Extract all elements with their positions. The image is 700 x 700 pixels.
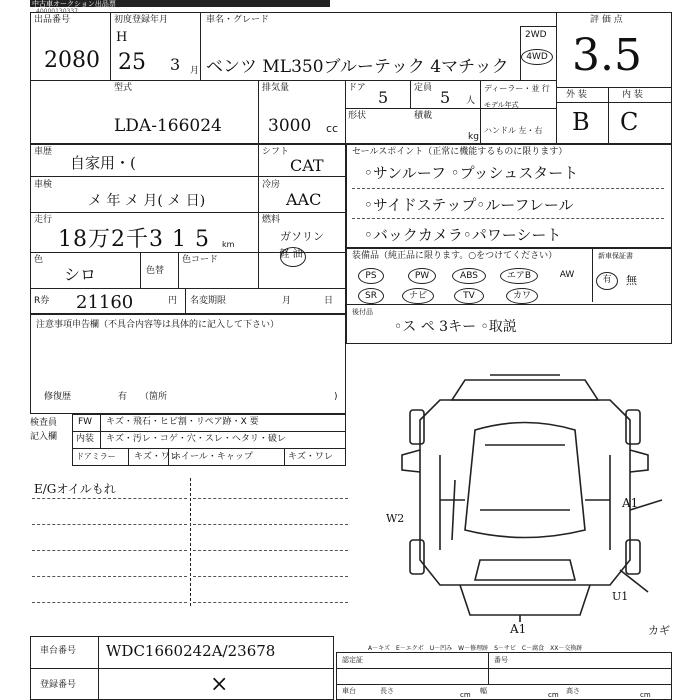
vehicle-name: ベンツ ML350ブルーテック 4マチック xyxy=(206,57,509,77)
certificate-label: 認定証 xyxy=(342,656,363,664)
displacement: 3000 xyxy=(268,116,312,136)
equip-leather: カワ xyxy=(506,288,538,304)
wheel-label: ホイール・キャップ xyxy=(172,452,253,462)
door-mirror-label: ドアミラー xyxy=(76,452,116,461)
history: 自家用・( xyxy=(70,154,136,172)
warranty-no: 無 xyxy=(626,274,637,287)
length-label: 長さ xyxy=(380,687,394,695)
history-label: 車歴 xyxy=(34,147,53,157)
width-unit: cm xyxy=(548,691,559,699)
inspector-label-1: 検査員 xyxy=(30,418,58,428)
sales-point-3: ◦バックカメラ◦パワーシート xyxy=(364,226,562,244)
vehicle-name-label: 車名・グレード xyxy=(206,15,270,25)
drive-2wd: 2WD xyxy=(525,30,547,40)
seats: 5 xyxy=(440,88,451,107)
repair-history-label: 修復歴 xyxy=(44,392,72,402)
aftermarket: ◦ス ペ 3キー ◦取説 xyxy=(394,319,517,335)
dealer-label: ディーラー・並 行 xyxy=(484,84,550,93)
sales-point-1: ◦サンルーフ ◦プッシュスタート xyxy=(364,164,579,182)
equip-aw: AW xyxy=(559,270,575,280)
drive-4wd: 4WD xyxy=(526,52,548,62)
score: 3.5 xyxy=(572,30,642,81)
header-title: 中古車オークション出品票 xyxy=(32,0,116,8)
shift: CAT xyxy=(290,156,324,175)
equip-airbag: エアB xyxy=(500,268,538,284)
lot-number-label: 出品番号 xyxy=(34,15,71,25)
km-unit: km xyxy=(222,240,235,249)
repair-yes: 有 xyxy=(118,392,128,402)
fuel-diesel: 軽 油 xyxy=(279,249,303,260)
inspector-label-2: 記入欄 xyxy=(30,432,58,442)
frame-label: 車台 xyxy=(342,687,356,695)
aircon-label: 冷房 xyxy=(262,180,281,190)
sales-point-2: ◦サイドステップ◦ルーフレール xyxy=(364,196,574,214)
certificate-number-label: 番号 xyxy=(494,656,508,664)
shape-label: 形状 xyxy=(348,111,367,121)
registration-year: 25 xyxy=(118,50,146,75)
equip-tv: TV xyxy=(454,288,484,304)
cc-unit: cc xyxy=(326,122,339,135)
exterior-label: 外 装 xyxy=(566,90,587,100)
height-unit: cm xyxy=(640,691,651,699)
wheel-items: キズ・ワレ xyxy=(288,452,333,462)
color-code-label: 色コード xyxy=(182,255,219,265)
interior-label: 内 装 xyxy=(622,90,643,100)
fuel-gasoline: ガソリン xyxy=(280,230,324,243)
sales-points-label: セールスポイント（正常に機能するものに限ります） xyxy=(352,147,568,157)
model-year-label: モデル年式 xyxy=(484,101,519,109)
month-unit: 月 xyxy=(190,66,200,76)
height-label: 高さ xyxy=(566,687,580,695)
lot-number: 2080 xyxy=(44,48,100,73)
damage-mark-u1: U1 xyxy=(612,590,629,603)
fw-label: FW xyxy=(78,417,93,427)
width-label: 幅 xyxy=(480,687,487,695)
serial-number: 40000130337 xyxy=(36,8,78,15)
damage-legend: A－キズ E－エクボ U－凹み W－修理跡 S－サビ C－腐食 XX－交換跡 xyxy=(368,645,583,652)
recycle-fee: 21160 xyxy=(76,292,134,313)
yen-unit: 円 xyxy=(168,296,178,306)
shift-label: シフト xyxy=(262,147,290,157)
doors-label: ドア xyxy=(348,83,366,93)
doors: 5 xyxy=(378,88,389,107)
exterior-grade: B xyxy=(572,108,590,136)
equip-navi: ナビ xyxy=(402,288,434,304)
kg-unit: kg xyxy=(468,132,479,142)
era: H xyxy=(116,30,128,45)
model-label: 型式 xyxy=(114,83,133,93)
new-warranty-label: 新車保証書 xyxy=(598,252,633,260)
score-label: 評 価 点 xyxy=(590,15,623,25)
door-mirror-items: キズ・ワレ xyxy=(134,452,179,462)
fuel-diesel-mark xyxy=(280,247,306,267)
color: シロ xyxy=(64,265,97,284)
name-change-month-unit: 月 xyxy=(282,296,292,306)
corner-note: カギ xyxy=(648,624,670,637)
fuel-label: 燃料 xyxy=(262,215,281,225)
damage-mark-a1-right: A1 xyxy=(622,496,639,510)
car-damage-diagram xyxy=(380,360,680,630)
name-change-day-unit: 日 xyxy=(324,296,334,306)
inspector-remark: E/Gオイルもれ xyxy=(34,482,116,496)
first-registration-label: 初度登録年月 xyxy=(114,15,169,25)
handle-label: ハンドル 左・右 xyxy=(484,126,543,135)
chassis-label: 車台番号 xyxy=(40,646,77,656)
interior-damage-items: キズ・汚レ・コゲ・穴・スレ・ヘタリ・破レ xyxy=(106,434,286,444)
chassis-number: WDC1660242A/23678 xyxy=(106,642,276,660)
equip-abs: ABS xyxy=(452,268,486,284)
interior-grade: C xyxy=(620,108,639,136)
registration-mark: × xyxy=(210,672,229,697)
mileage-label: 走行 xyxy=(34,215,53,225)
fw-items: キズ・飛石・ヒビ割・リペア跡・X 要 xyxy=(106,417,259,427)
displacement-label: 排気量 xyxy=(262,83,290,93)
registration-month: 3 xyxy=(170,55,181,74)
repair-close: ) xyxy=(334,392,338,402)
color-label: 色 xyxy=(34,255,44,265)
inspection: メ 年 メ 月( メ 日) xyxy=(88,193,206,209)
aircon: AAC xyxy=(286,190,322,209)
mileage: 18万2千3 1 5 xyxy=(58,227,210,252)
equip-sr: SR xyxy=(358,288,384,304)
notes-label: 注意事項申告欄（不具合内容等は具体的に記入して下さい） xyxy=(36,320,280,330)
inspection-label: 車検 xyxy=(34,180,53,190)
equip-ps: PS xyxy=(358,268,384,284)
interior-damage-label: 内装 xyxy=(76,434,95,444)
seats-unit: 人 xyxy=(466,96,476,106)
model-code: LDA-166024 xyxy=(114,116,222,136)
equip-pw: PW xyxy=(408,268,436,284)
warranty-yes: 有 xyxy=(596,272,618,290)
length-unit: cm xyxy=(460,691,471,699)
load-label: 積載 xyxy=(414,111,433,121)
color-change-label: 色替 xyxy=(146,266,165,276)
drive-4wd-circle xyxy=(521,49,553,65)
damage-mark-a1-bottom: A1 xyxy=(510,622,527,636)
registration-label: 登録番号 xyxy=(40,680,77,690)
aftermarket-label: 後付品 xyxy=(352,308,373,316)
name-change-label: 名変期限 xyxy=(190,296,227,306)
repair-place: （箇所 xyxy=(140,392,168,402)
damage-mark-w2: W2 xyxy=(386,512,405,525)
recycle-label: R券 xyxy=(34,296,50,306)
seats-label: 定員 xyxy=(414,83,433,93)
equipment-label: 装備品（純正品に限ります。○をつけてください） xyxy=(352,251,558,261)
